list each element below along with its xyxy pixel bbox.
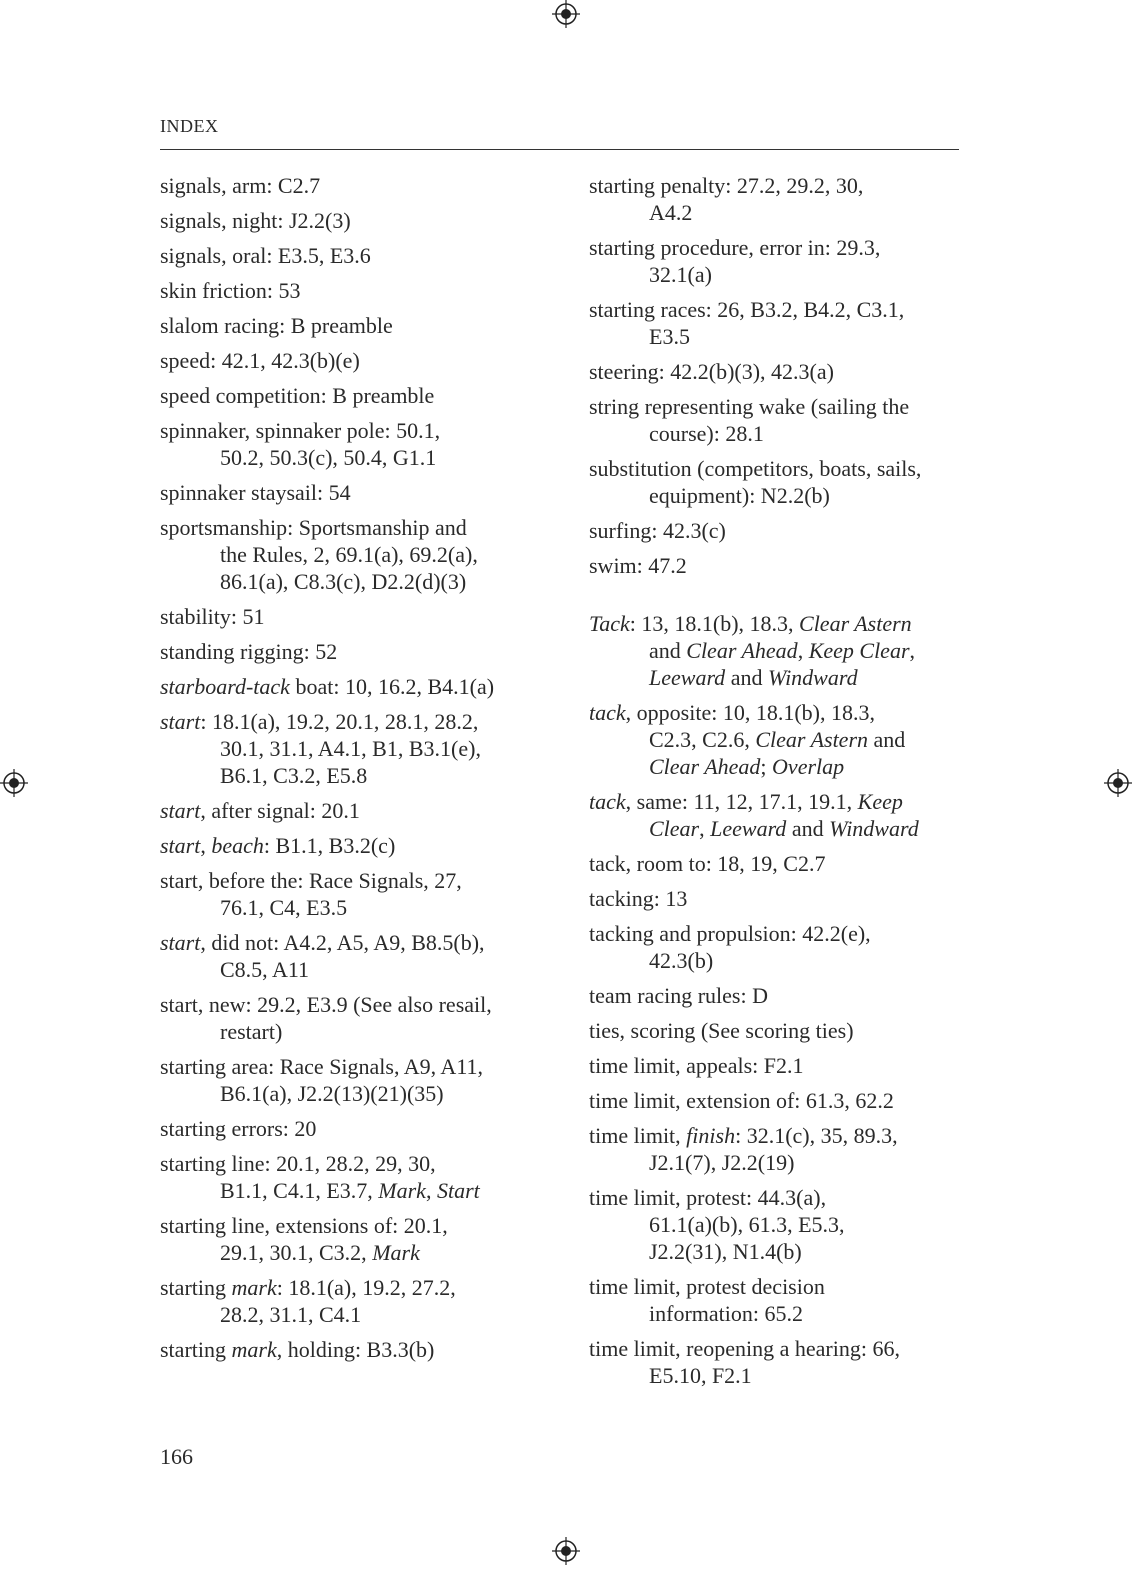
index-text: starting line: 20.1, 28.2, 29, 30,: [160, 1151, 436, 1176]
index-entry-line: [589, 1238, 964, 1265]
index-text: 76.1, C4, E3.5: [220, 895, 348, 920]
index-entry-line: [589, 234, 964, 261]
index-term-italic: Leeward: [649, 665, 726, 690]
index-entry-line: [160, 312, 540, 339]
index-term-italic: mark: [231, 1337, 277, 1362]
index-entry: [160, 312, 540, 339]
index-text: time limit, protest decision: [589, 1274, 825, 1299]
index-entry: [160, 382, 540, 409]
index-text: : 18.1(a), 19.2, 20.1, 28.1, 28.2,: [200, 709, 479, 734]
index-entry: [160, 277, 540, 304]
index-entry: [589, 393, 964, 447]
index-entry-line: [589, 637, 964, 664]
index-term-italic: Overlap: [772, 754, 845, 779]
index-entry-line: [589, 753, 964, 780]
index-entry-line: [160, 832, 540, 859]
index-entry: [160, 514, 540, 595]
index-text: B1.1, C4.1, E3.7,: [220, 1178, 379, 1203]
index-column-left: [160, 172, 540, 1371]
index-text: time limit, appeals: F2.1: [589, 1053, 804, 1078]
index-text: surfing: 42.3(c): [589, 518, 726, 543]
index-entry: [589, 850, 964, 877]
index-entry-line: [589, 261, 964, 288]
index-entry-line: [589, 1087, 964, 1114]
index-text: starting errors: 20: [160, 1116, 317, 1141]
index-text: spinnaker, spinnaker pole: 50.1,: [160, 418, 441, 443]
index-entry: [160, 603, 540, 630]
index-entry-line: [589, 664, 964, 691]
index-term-italic: start: [160, 709, 201, 734]
index-entry: [160, 1150, 540, 1204]
index-text: tacking and propulsion: 42.2(e),: [589, 921, 871, 946]
index-text: skin friction: 53: [160, 278, 301, 303]
index-entry-line: [589, 1017, 964, 1044]
index-term-italic: Clear Ahead: [649, 754, 761, 779]
index-entry-line: [160, 568, 540, 595]
index-text: E5.10, F2.1: [649, 1363, 752, 1388]
index-entry: [160, 417, 540, 471]
index-entry-line: [160, 991, 540, 1018]
index-term-italic: start: [160, 833, 201, 858]
index-entry-line: [160, 444, 540, 471]
index-text: string representing wake (sailing the: [589, 394, 910, 419]
index-entry-line: [589, 172, 964, 199]
index-term-italic: finish: [686, 1123, 736, 1148]
registration-mark-icon: [552, 1537, 580, 1565]
index-entry-line: [160, 1274, 540, 1301]
index-text: sportsmanship: Sportsmanship and: [160, 515, 467, 540]
index-text: stability: 51: [160, 604, 265, 629]
index-entry: [589, 920, 964, 974]
index-entry-line: [589, 199, 964, 226]
index-entry-line: [160, 762, 540, 789]
index-entry-line: [589, 1273, 964, 1300]
index-entry-line: [589, 885, 964, 912]
index-text: starting line, extensions of: 20.1,: [160, 1213, 448, 1238]
index-text: starting: [160, 1275, 232, 1300]
index-entry-line: [160, 735, 540, 762]
index-text: steering: 42.2(b)(3), 42.3(a): [589, 359, 834, 384]
index-text: : 18.1(a), 19.2, 27.2,: [276, 1275, 456, 1300]
index-text: start, before the: Race Signals, 27,: [160, 868, 462, 893]
index-entry-line: [589, 1335, 964, 1362]
index-text: C2.3, C2.6,: [649, 727, 756, 752]
index-entry-line: [589, 552, 964, 579]
index-entry-line: [589, 455, 964, 482]
index-entry-line: [160, 956, 540, 983]
index-text: information: 65.2: [649, 1301, 803, 1326]
index-entry: [160, 832, 540, 859]
index-entry: [160, 172, 540, 199]
index-entry: [589, 172, 964, 226]
index-entry: [160, 708, 540, 789]
index-term-italic: Start: [436, 1178, 480, 1203]
index-entry-line: [589, 815, 964, 842]
index-entry: [589, 788, 964, 842]
index-entry-line: [160, 929, 540, 956]
index-text: start, new: 29.2, E3.9 (See also resail,: [160, 992, 492, 1017]
index-entry-line: [589, 1052, 964, 1079]
index-entry-line: [160, 797, 540, 824]
index-text: : B1.1, B3.2(c): [263, 833, 396, 858]
index-text: 42.3(b): [649, 948, 714, 973]
index-text: tack, room to: 18, 19, C2.7: [589, 851, 826, 876]
index-entry-line: [589, 358, 964, 385]
index-entry-line: [160, 417, 540, 444]
index-term-italic: Windward: [829, 816, 919, 841]
index-entry-line: [589, 420, 964, 447]
index-term-italic: tack: [589, 700, 626, 725]
index-entry: [589, 1335, 964, 1389]
index-entry-line: [160, 638, 540, 665]
index-text: and: [725, 665, 768, 690]
index-text: spinnaker staysail: 54: [160, 480, 351, 505]
index-text: time limit, extension of: 61.3, 62.2: [589, 1088, 894, 1113]
index-text: 50.2, 50.3(c), 50.4, G1.1: [220, 445, 437, 470]
index-entry: [160, 673, 540, 700]
index-entry: [589, 1087, 964, 1114]
index-entry: [160, 479, 540, 506]
index-text: starting: [160, 1337, 232, 1362]
index-text: 30.1, 31.1, A4.1, B1, B3.1(e),: [220, 736, 481, 761]
index-entry: [160, 929, 540, 983]
index-entry: [589, 517, 964, 544]
index-entry: [160, 1115, 540, 1142]
index-entry-line: [160, 1080, 540, 1107]
index-entry-line: [589, 726, 964, 753]
index-text: J2.2(31), N1.4(b): [649, 1239, 802, 1264]
index-term-italic: start: [160, 798, 201, 823]
index-text: B6.1, C3.2, E5.8: [220, 763, 368, 788]
index-text: 61.1(a)(b), 61.3, E5.3,: [649, 1212, 845, 1237]
index-text: , holding: B3.3(b): [276, 1337, 435, 1362]
index-entry: [160, 242, 540, 269]
index-entry: [160, 867, 540, 921]
index-text: team racing rules: D: [589, 983, 768, 1008]
index-term-italic: Mark: [372, 1240, 420, 1265]
registration-mark-icon: [1104, 769, 1132, 797]
running-head: INDEX: [160, 116, 219, 136]
index-term-italic: starboard-tack: [160, 674, 290, 699]
index-entry-line: [160, 894, 540, 921]
index-entry-line: [589, 610, 964, 637]
index-entry: [589, 1273, 964, 1327]
index-text: , after signal: 20.1: [200, 798, 360, 823]
index-text: swim: 47.2: [589, 553, 687, 578]
index-entry-line: [589, 947, 964, 974]
index-entry-line: [160, 1239, 540, 1266]
index-text: 86.1(a), C8.3(c), D2.2(d)(3): [220, 569, 467, 594]
index-entry: [589, 455, 964, 509]
index-text: E3.5: [649, 324, 690, 349]
index-entry-line: [589, 982, 964, 1009]
index-text: ,: [797, 638, 809, 663]
index-text: 28.2, 31.1, C4.1: [220, 1302, 362, 1327]
index-entry-line: [589, 1300, 964, 1327]
index-entry: [589, 885, 964, 912]
index-entry-line: [160, 347, 540, 374]
index-entry: [589, 610, 964, 691]
index-term-italic: Leeward: [710, 816, 787, 841]
index-entry-line: [160, 207, 540, 234]
index-text: boat: 10, 16.2, B4.1(a): [289, 674, 495, 699]
index-text: , same: 11, 12, 17.1, 19.1,: [625, 789, 858, 814]
index-text: starting area: Race Signals, A9, A11,: [160, 1054, 484, 1079]
index-term-italic: tack: [589, 789, 626, 814]
index-entry: [160, 1053, 540, 1107]
index-text: slalom racing: B preamble: [160, 313, 393, 338]
index-text: C8.5, A11: [220, 957, 310, 982]
index-entry-line: [589, 920, 964, 947]
index-text: time limit,: [589, 1123, 687, 1148]
index-term-italic: beach: [211, 833, 264, 858]
index-entry: [160, 207, 540, 234]
index-entry-line: [160, 541, 540, 568]
index-entry-line: [160, 673, 540, 700]
index-text: tacking: 13: [589, 886, 688, 911]
index-entry: [589, 296, 964, 350]
index-entry: [160, 991, 540, 1045]
header-rule: [160, 149, 959, 150]
index-entry-line: [589, 788, 964, 815]
index-text: , opposite: 10, 18.1(b), 18.3,: [625, 700, 875, 725]
index-entry-line: [589, 1122, 964, 1149]
index-entry: [160, 638, 540, 665]
index-text: A4.2: [649, 200, 693, 225]
index-term-italic: Tack: [589, 611, 630, 636]
index-entry-line: [160, 1053, 540, 1080]
index-text: time limit, reopening a hearing: 66,: [589, 1336, 900, 1361]
index-entry: [160, 1274, 540, 1328]
index-text: restart): [220, 1019, 283, 1044]
index-entry-line: [589, 393, 964, 420]
index-entry-line: [589, 1211, 964, 1238]
index-entry: [589, 1052, 964, 1079]
index-entry-line: [160, 1212, 540, 1239]
index-text: : 13, 18.1(b), 18.3,: [629, 611, 800, 636]
index-entry-line: [160, 1301, 540, 1328]
index-entry-line: [589, 482, 964, 509]
index-term-italic: Clear Astern: [755, 727, 869, 752]
index-entry-line: [589, 699, 964, 726]
page-number: 166: [160, 1444, 193, 1469]
index-entry-line: [589, 323, 964, 350]
index-text: starting procedure, error in: 29.3,: [589, 235, 881, 260]
index-text: ,: [200, 833, 212, 858]
index-entry-line: [160, 867, 540, 894]
index-entry: [160, 347, 540, 374]
index-text: the Rules, 2, 69.1(a), 69.2(a),: [220, 542, 478, 567]
index-entry-line: [160, 1115, 540, 1142]
index-text: and: [649, 638, 687, 663]
index-entry-line: [589, 850, 964, 877]
index-term-italic: Clear: [649, 816, 700, 841]
index-text: B6.1(a), J2.2(13)(21)(35): [220, 1081, 444, 1106]
index-entry: [589, 699, 964, 780]
index-term-italic: Keep: [857, 789, 903, 814]
index-entry-line: [589, 1184, 964, 1211]
index-text: 32.1(a): [649, 262, 712, 287]
index-entry: [589, 982, 964, 1009]
index-entry: [160, 1212, 540, 1266]
index-term-italic: start: [160, 930, 201, 955]
index-entry-line: [160, 1177, 540, 1204]
index-text: ties, scoring (See scoring ties): [589, 1018, 854, 1043]
index-text: speed: 42.1, 42.3(b)(e): [160, 348, 360, 373]
index-text: starting races: 26, B3.2, B4.2, C3.1,: [589, 297, 905, 322]
index-entry-line: [589, 517, 964, 544]
index-entry: [160, 1336, 540, 1363]
index-text: and: [868, 727, 906, 752]
index-entry: [589, 1184, 964, 1265]
index-text: signals, arm: C2.7: [160, 173, 321, 198]
index-text: equipment): N2.2(b): [649, 483, 830, 508]
index-entry-line: [589, 1362, 964, 1389]
index-column-right: [589, 172, 964, 1397]
index-text: : 32.1(c), 35, 89.3,: [735, 1123, 898, 1148]
index-entry-line: [160, 277, 540, 304]
index-entry-line: [589, 1149, 964, 1176]
index-entry: [160, 797, 540, 824]
index-term-italic: Windward: [767, 665, 858, 690]
index-term-italic: Clear Ahead: [686, 638, 798, 663]
index-entry-line: [160, 603, 540, 630]
index-entry-line: [160, 479, 540, 506]
index-entry-line: [160, 382, 540, 409]
index-entry-line: [589, 296, 964, 323]
index-text: signals, oral: E3.5, E3.6: [160, 243, 371, 268]
index-entry-line: [160, 514, 540, 541]
index-text: substitution (competitors, boats, sails,: [589, 456, 922, 481]
index-text: ,: [425, 1178, 437, 1203]
index-text: , did not: A4.2, A5, A9, B8.5(b),: [200, 930, 485, 955]
index-entry: [589, 552, 964, 579]
index-term-italic: Keep Clear: [808, 638, 910, 663]
index-entry-line: [160, 1150, 540, 1177]
index-text: standing rigging: 52: [160, 639, 338, 664]
index-entry-line: [160, 172, 540, 199]
index-entry: [589, 1122, 964, 1176]
index-text: ,: [699, 816, 711, 841]
registration-mark-icon: [552, 0, 580, 28]
registration-mark-icon: [0, 769, 28, 797]
index-text: speed competition: B preamble: [160, 383, 435, 408]
index-text: 29.1, 30.1, C3.2,: [220, 1240, 373, 1265]
index-term-italic: Mark: [378, 1178, 426, 1203]
index-entry: [589, 1017, 964, 1044]
index-term-italic: Clear Astern: [799, 611, 912, 636]
index-text: time limit, protest: 44.3(a),: [589, 1185, 827, 1210]
index-text: and: [786, 816, 830, 841]
index-entry-line: [160, 708, 540, 735]
index-text: ,: [909, 638, 916, 663]
index-entry: [589, 358, 964, 385]
index-term-italic: mark: [231, 1275, 277, 1300]
index-text: course): 28.1: [649, 421, 764, 446]
index-text: J2.1(7), J2.2(19): [649, 1150, 795, 1175]
index-text: ;: [760, 754, 773, 779]
index-entry: [589, 234, 964, 288]
index-entry-line: [160, 1336, 540, 1363]
index-text: starting penalty: 27.2, 29.2, 30,: [589, 173, 864, 198]
index-entry-line: [160, 242, 540, 269]
index-text: signals, night: J2.2(3): [160, 208, 351, 233]
index-entry-line: [160, 1018, 540, 1045]
